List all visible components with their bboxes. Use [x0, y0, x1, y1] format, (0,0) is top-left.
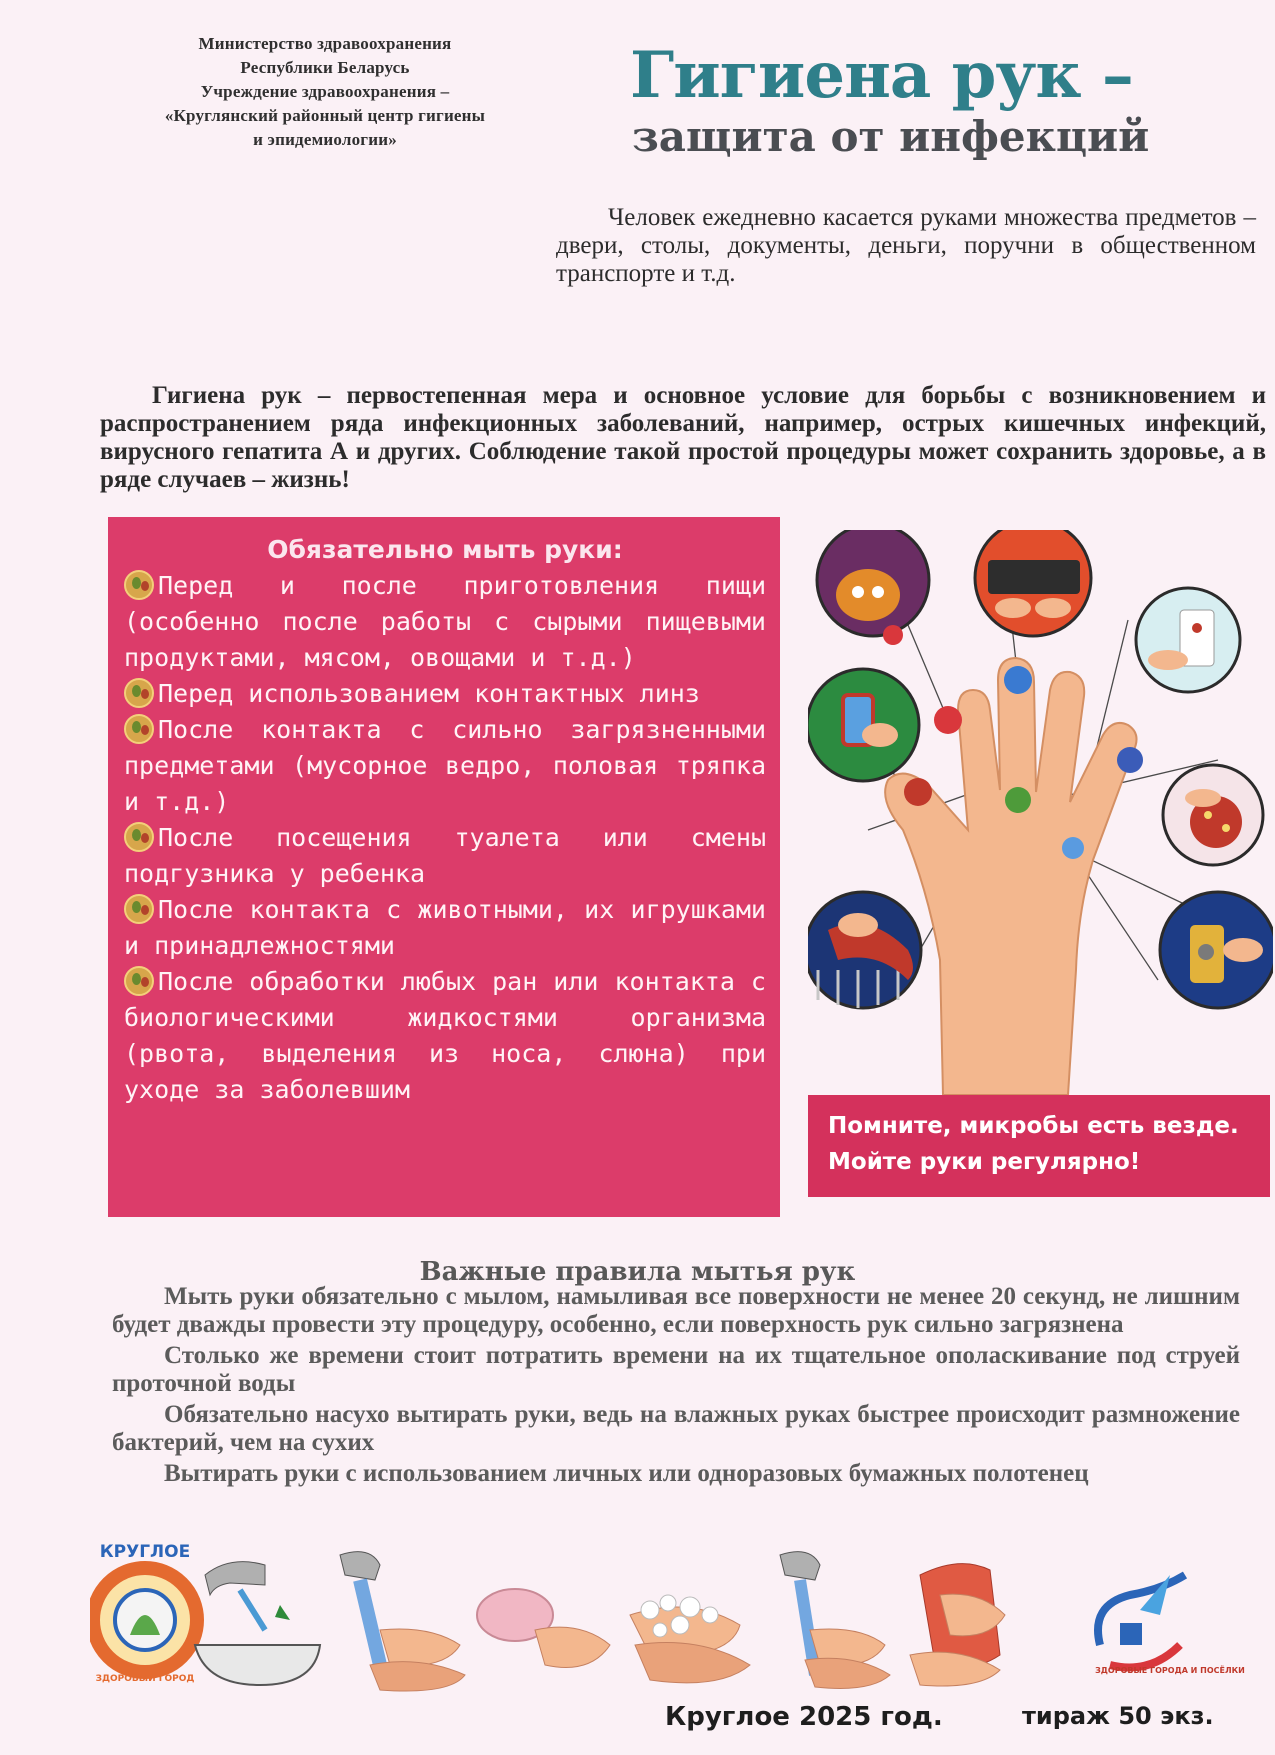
food-bullet-icon — [124, 822, 154, 852]
must-wash-item — [124, 820, 766, 892]
intro-paragraph — [556, 204, 1256, 288]
wet-hands-icon — [340, 1552, 465, 1691]
must-wash-item — [124, 568, 766, 676]
intro-text: Человек ежедневно касается руками множества предметов – двери, столы, документы, деньги, поручни в общественном транспорте и т.д. — [556, 204, 1256, 287]
rule-item: Мыть руки обязательно с мылом, намыливая все поверхности не менее 20 секунд, не лишним будет дважды провести эту процедуру, особенно, если поверхность рук сильно загрязнена — [112, 1283, 1240, 1338]
rules-title: Важные правила мытья рук — [419, 1257, 856, 1287]
must-wash-item-text: После контакта с сильно загрязненными предметами (мусорное ведро, половая тряпка и т.д.) — [124, 715, 766, 816]
must-wash-item-text: После обработки любых ран или контакта с биологическими жидкостями организма (рвота, выделения из носа, слюна) при уходе за заболевшим — [124, 967, 766, 1104]
soap-icon — [477, 1589, 610, 1668]
reminder-line2: Мойте руки регулярно! — [828, 1149, 1141, 1175]
faucet-icon — [195, 1562, 320, 1685]
must-wash-item — [124, 892, 766, 964]
ministry-line: и эпидемиологии» — [253, 130, 397, 149]
healthy-cities-logo — [1095, 1575, 1245, 1675]
food-bullet-icon — [124, 570, 154, 600]
logo-right-text: ЗДОРОВЫЕ ГОРОДА И ПОСЁЛКИ — [1095, 1666, 1245, 1675]
must-wash-box — [108, 517, 780, 1217]
must-wash-item — [124, 712, 766, 820]
must-wash-item-text: После контакта с животными, их игрушками и принадлежностями — [124, 895, 766, 960]
ministry-line: Учреждение здравоохранения – — [200, 82, 450, 101]
main-paragraph-text: Гигиена рук – первостепенная мера и основное условие для борьбы с возникновением и распространением ряда инфекционных заболеваний, например, острых кишечных инфекций, вирусного гепатита А и других. Соблюдение такой простой процедуры может сохранить здоровье, а в ряде случаев – жизнь! — [100, 382, 1266, 493]
food-bullet-icon — [124, 966, 154, 996]
towel-icon — [910, 1564, 1005, 1686]
rule-item: Вытирать руки с использованием личных или одноразовых бумажных полотенец — [164, 1460, 1089, 1487]
must-wash-item-text: Перед и после приготовления пищи (особенно после работы с сырыми пищевыми продуктами, мясом, овощами и т.д.) — [124, 571, 766, 672]
hand-germs-illustration — [808, 530, 1273, 1095]
must-wash-item-text: После посещения туалета или смены подгузника у ребенка — [124, 823, 766, 888]
main-paragraph — [100, 382, 1266, 494]
must-wash-item — [124, 964, 766, 1108]
must-wash-item-text: Перед использованием контактных линз — [158, 679, 700, 708]
rules-list — [112, 1283, 1240, 1491]
reminder-bar — [808, 1095, 1270, 1197]
krugloe-logo — [93, 1542, 197, 1684]
must-wash-item — [124, 676, 766, 712]
food-bullet-icon — [124, 894, 154, 924]
food-bullet-icon — [124, 678, 154, 708]
rule-item: Столько же времени стоит потратить времени на их тщательное ополаскивание под струей проточной воды — [112, 1342, 1240, 1397]
rinse-icon — [780, 1552, 890, 1689]
lather-icon — [630, 1595, 750, 1683]
footer-place-year: Круглое 2025 год. — [665, 1702, 943, 1732]
ministry-line: «Круглянский районный центр гигиены — [164, 106, 486, 125]
footer-print-run: тираж 50 экз. — [1022, 1702, 1214, 1730]
food-bullet-icon — [124, 714, 154, 744]
ministry-header — [110, 32, 540, 152]
rule-item: Обязательно насухо вытирать руки, ведь на влажных руках быстрее происходит размножение бактерий, чем на сухих — [112, 1401, 1240, 1456]
ministry-line: Министерство здравоохранения — [198, 34, 452, 53]
page-title-line1: Гигиена рук – — [630, 38, 1133, 113]
handwashing-steps-strip — [90, 1535, 1260, 1695]
hand-icon — [885, 658, 1136, 1095]
logo-top-text: КРУГЛОЕ — [99, 1542, 191, 1562]
must-wash-heading: Обязательно мыть руки: — [267, 535, 623, 564]
reminder-line1: Помните, микробы есть везде. — [828, 1113, 1239, 1139]
page-title-line2: защита от инфекций — [632, 112, 1150, 161]
ministry-line: Республики Беларусь — [240, 58, 410, 77]
logo-ring-text: ЗДОРОВЫЙ ГОРОД — [95, 1674, 195, 1684]
